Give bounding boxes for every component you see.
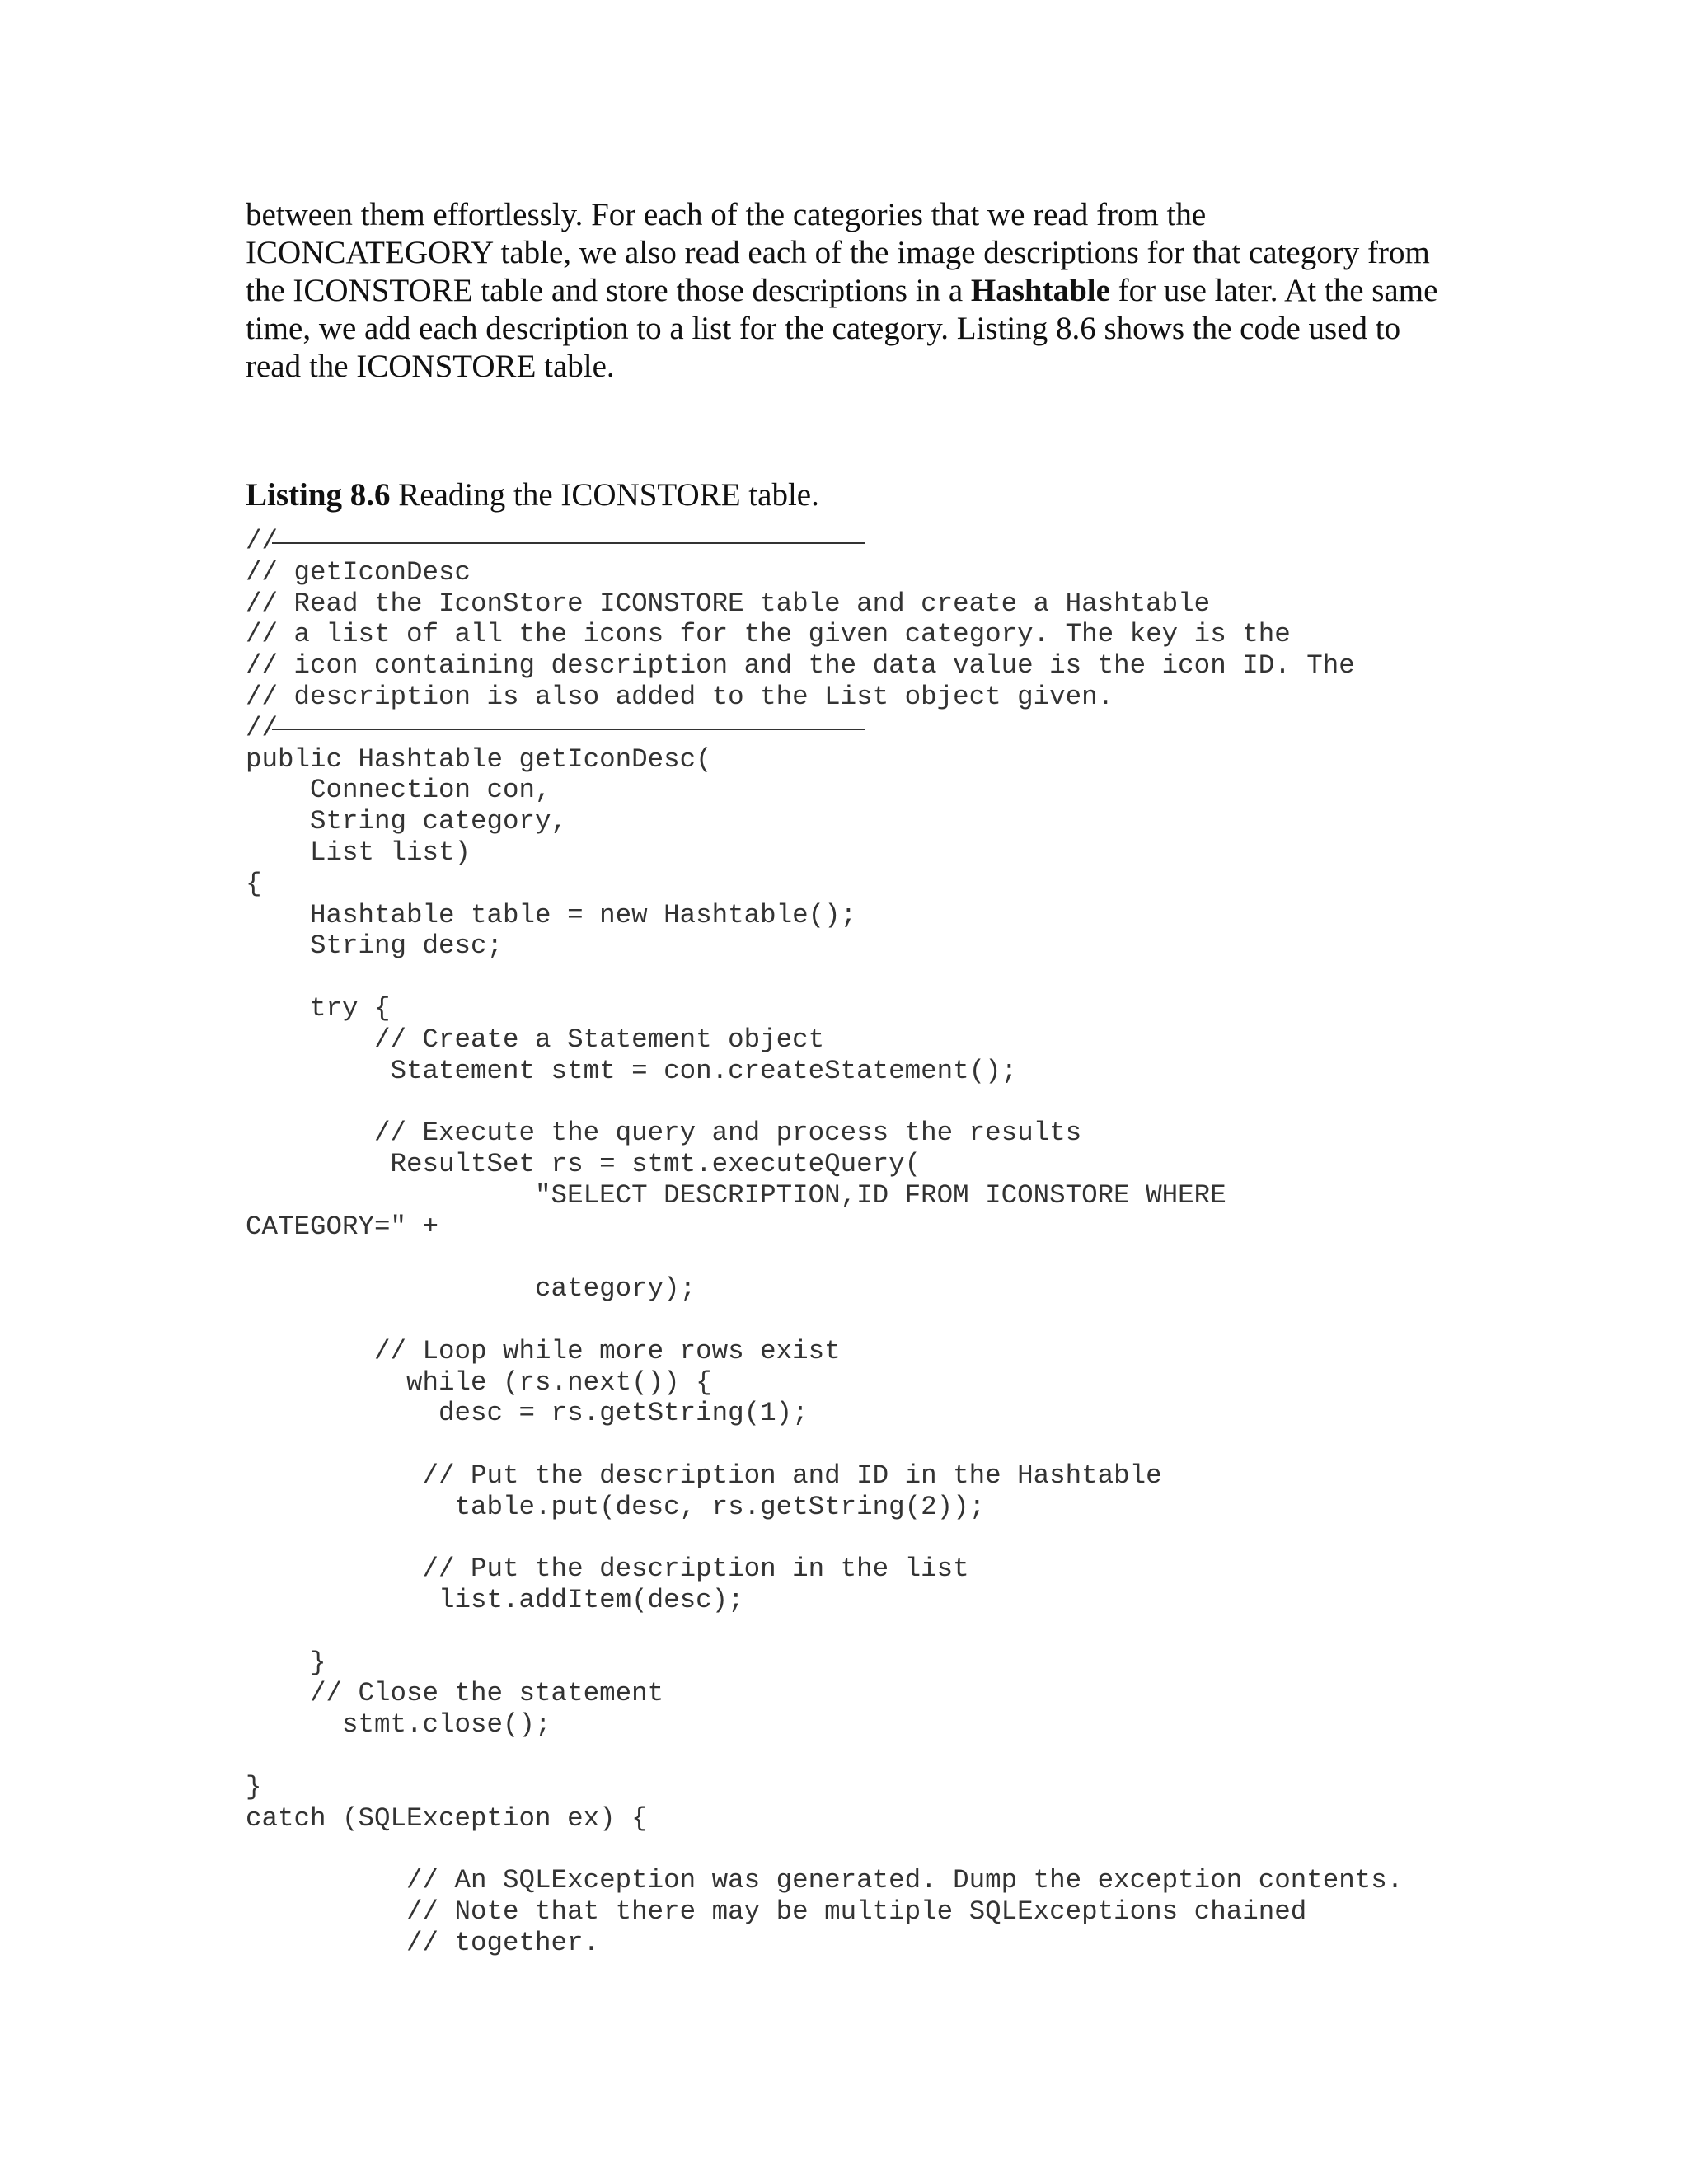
code-line: ResultSet rs = stmt.executeQuery( <box>246 1148 921 1179</box>
code-line: // description is also added to the List object given. <box>246 681 1114 712</box>
code-line: // Read the IconStore ICONSTORE table and create a Hashtable <box>246 588 1211 619</box>
code-line: } <box>246 1647 326 1678</box>
code-line: try { <box>246 992 391 1024</box>
hashtable-term: Hashtable <box>970 273 1110 308</box>
code-line: Statement stmt = con.createStatement(); <box>246 1055 1018 1086</box>
code-line: public Hashtable getIconDesc( <box>246 743 712 775</box>
code-line: Connection con, <box>246 775 551 806</box>
code-line: List list) <box>246 837 471 868</box>
code-line: // Execute the query and process the results <box>246 1118 1082 1149</box>
code-line <box>246 1741 1403 1772</box>
code-line <box>246 1242 1403 1273</box>
code-line: // Loop while more rows exist <box>246 1335 841 1366</box>
intro-text-end: for use later. At the same time, we add each description to a list for the category. Listing 8.6 shows the code used to read the ICONSTORE table. <box>246 273 1438 384</box>
code-line <box>246 1086 1403 1118</box>
code-listing <box>246 526 1403 1959</box>
code-line: // a list of all the icons for the given category. The key is the <box>246 619 1291 650</box>
code-line: // Put the description and ID in the Hashtable <box>246 1460 1162 1491</box>
code-line: // <box>246 712 279 743</box>
code-line: list.addItem(desc); <box>246 1585 744 1616</box>
code-line: // Note that there may be multiple SQLExceptions chained <box>246 1896 1307 1928</box>
code-line: String desc; <box>246 930 504 962</box>
code-line: // icon containing description and the data value is the icon ID. The <box>246 650 1355 682</box>
code-line: "SELECT DESCRIPTION,ID FROM ICONSTORE WHERE <box>246 1179 1226 1211</box>
code-line: // An SQLException was generated. Dump the exception contents. <box>246 1865 1404 1896</box>
code-line: String category, <box>246 806 568 837</box>
code-line <box>246 1305 1403 1336</box>
code-line: // together. <box>246 1927 600 1958</box>
intro-text-start: between them effortlessly. For each of the categories that we read from the ICONCATEGORY table, we also read each of the image descriptions for that category from the ICONSTORE table and store those descriptions in a <box>246 197 1430 308</box>
intro-paragraph <box>246 196 1449 386</box>
listing-caption <box>246 476 819 514</box>
code-line: // Close the statement <box>246 1678 664 1709</box>
code-line: CATEGORY=" + <box>246 1211 439 1242</box>
code-line <box>246 1429 1403 1460</box>
code-line: category); <box>246 1273 696 1305</box>
code-line: desc = rs.getString(1); <box>246 1398 809 1429</box>
code-line: // getIconDesc <box>246 556 471 588</box>
code-line: catch (SQLException ex) { <box>246 1802 648 1834</box>
code-line: table.put(desc, rs.getString(2)); <box>246 1491 986 1522</box>
code-line: while (rs.next()) { <box>246 1366 712 1398</box>
code-line: stmt.close(); <box>246 1709 551 1741</box>
code-line: // <box>246 526 279 556</box>
code-line: { <box>246 868 262 899</box>
code-line <box>246 1834 1403 1865</box>
code-line <box>246 1523 1403 1554</box>
listing-label: Listing 8.6 <box>246 477 391 513</box>
listing-title: Reading the ICONSTORE table. <box>390 477 819 513</box>
code-line: } <box>246 1771 262 1802</box>
code-line: Hashtable table = new Hashtable(); <box>246 899 857 930</box>
code-line <box>246 962 1403 993</box>
code-line: // Create a Statement object <box>246 1024 825 1055</box>
code-line <box>246 1616 1403 1647</box>
code-line: // Put the description in the list <box>246 1554 969 1585</box>
